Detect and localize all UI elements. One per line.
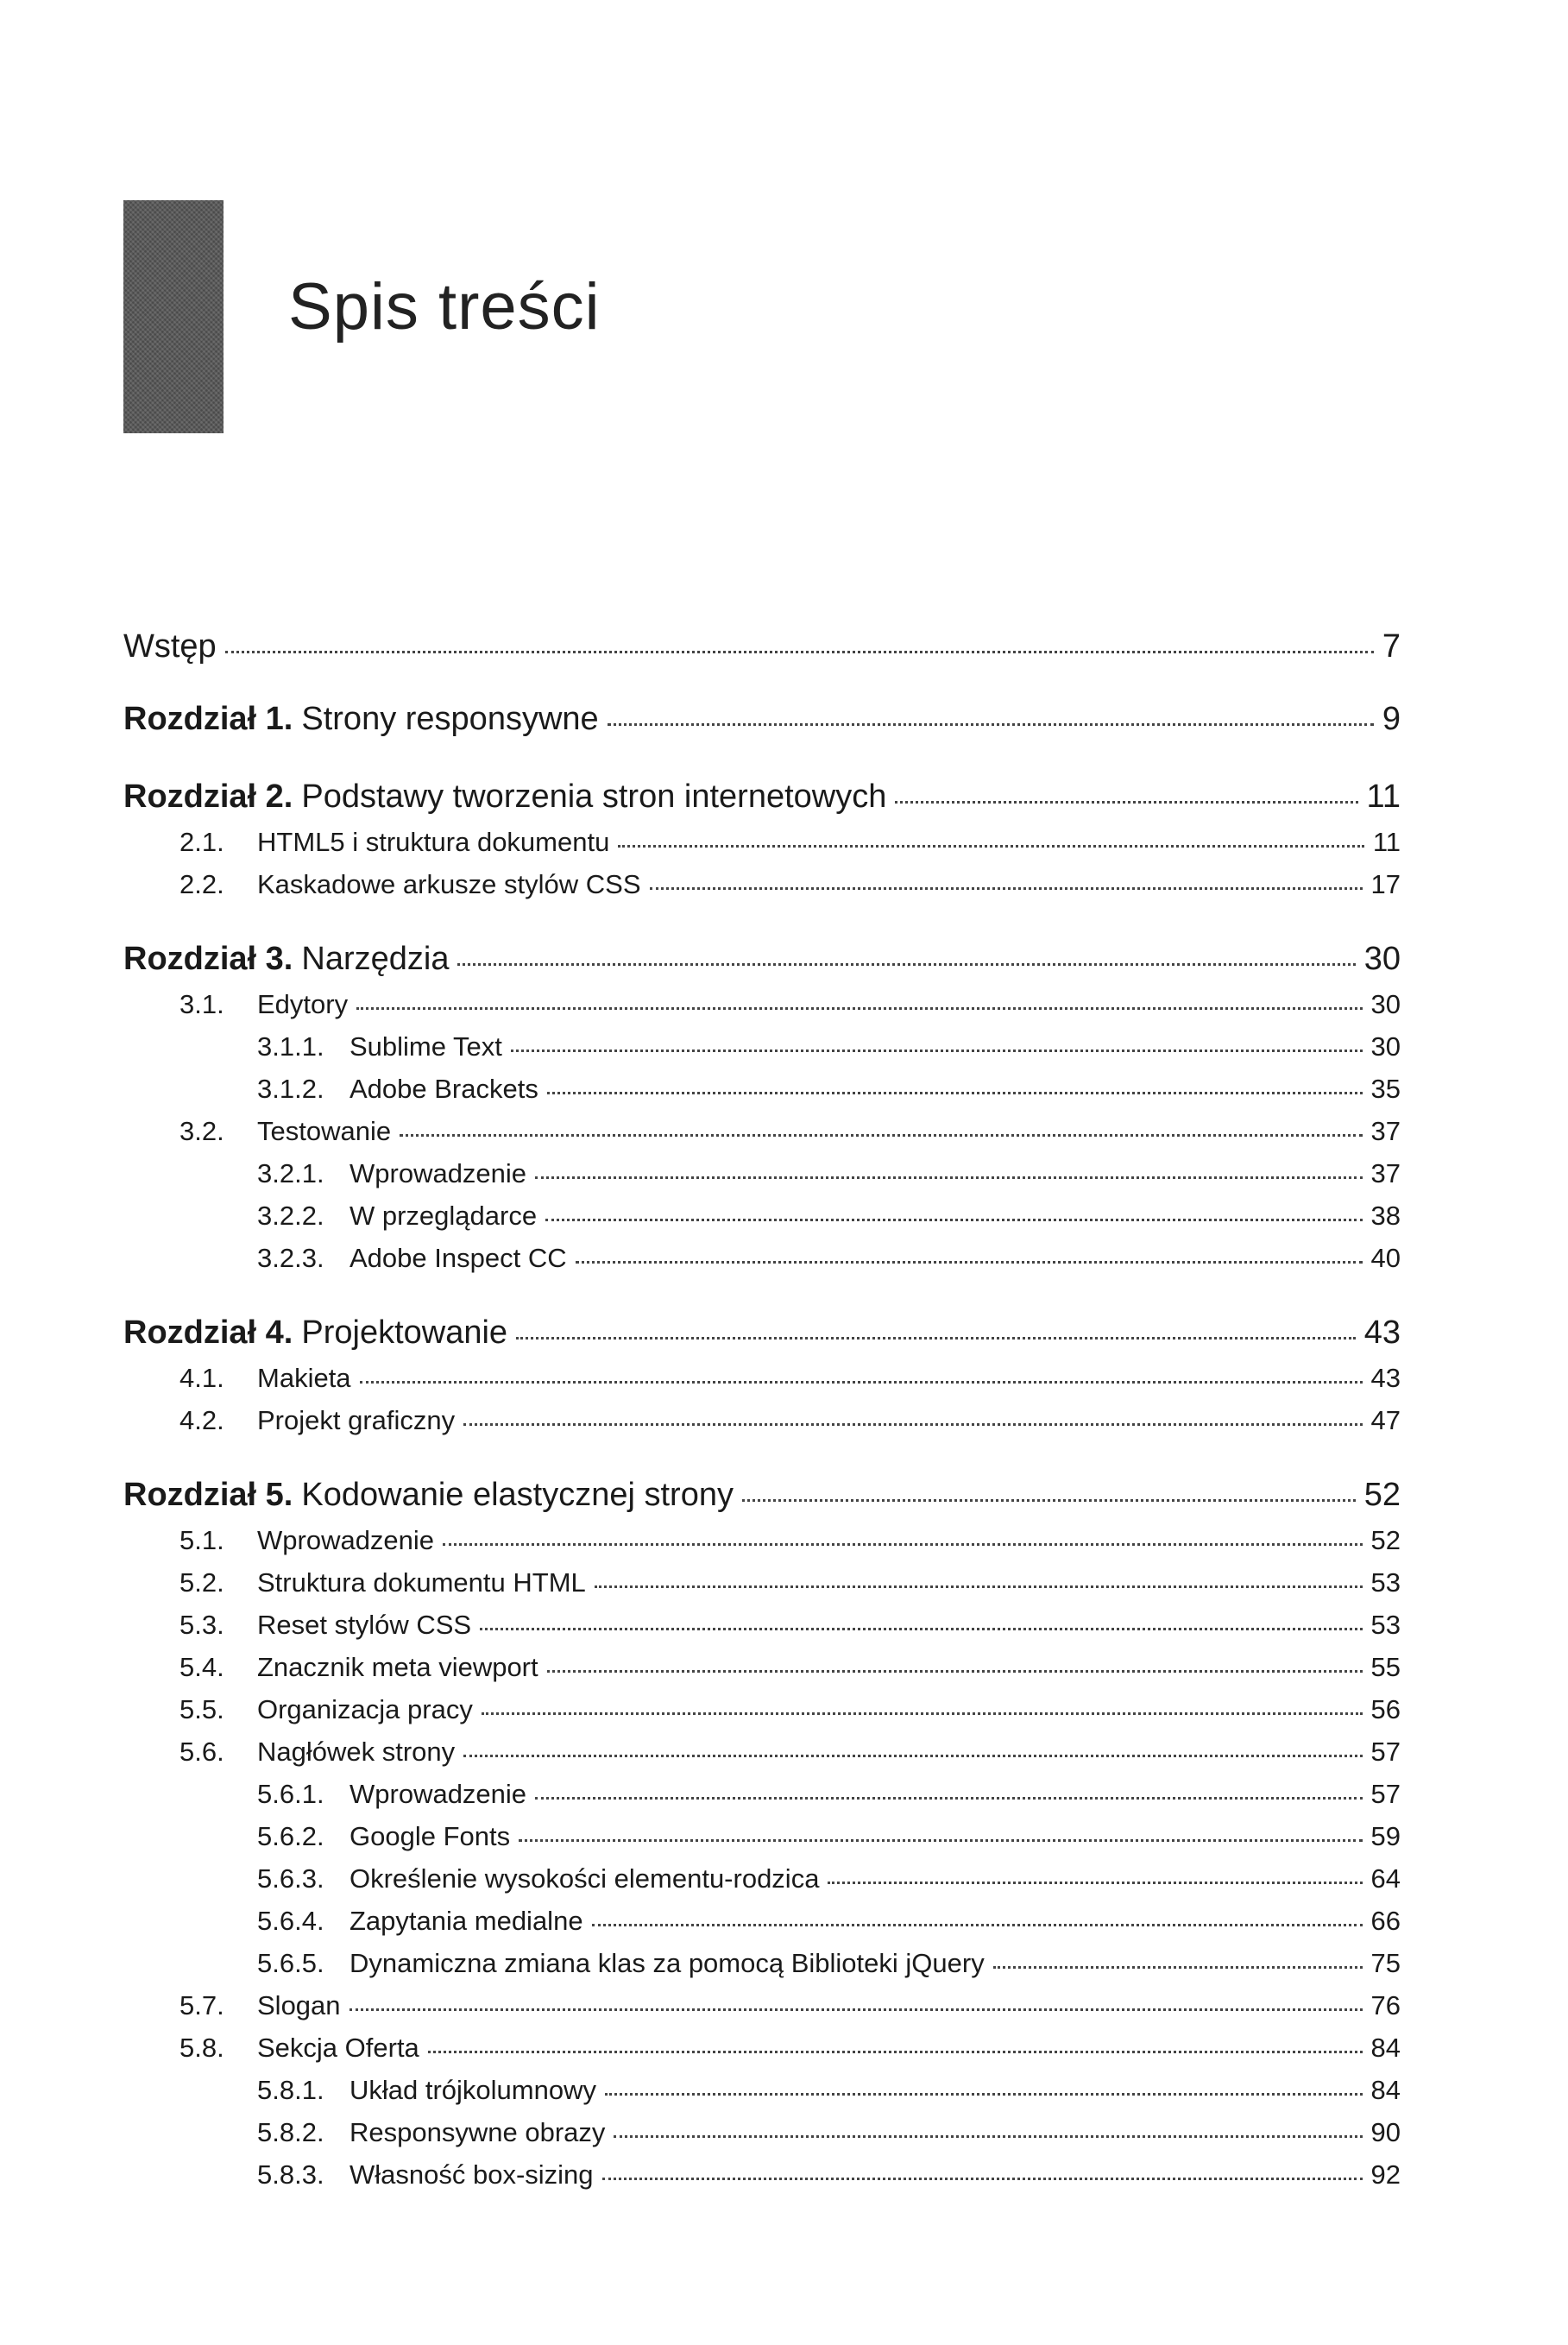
sec-number: 3.1. — [179, 989, 224, 1019]
toc-sec-text — [179, 827, 609, 858]
sub-page-number: 40 — [1370, 1243, 1401, 1273]
toc-intro-title: Wstęp — [123, 628, 217, 665]
sub-page-number: 38 — [1370, 1201, 1401, 1231]
sec-title: Makieta — [257, 1363, 351, 1393]
dot-leader — [650, 887, 1363, 890]
toc-sub-text — [257, 1158, 526, 1189]
dot-leader — [457, 963, 1355, 966]
chapter-title: Kodowanie elastycznej strony — [301, 1477, 734, 1513]
toc-sub-entry[interactable] — [123, 1074, 1401, 1116]
sub-page-number: 64 — [1370, 1863, 1401, 1894]
sec-page-number: 56 — [1370, 1694, 1401, 1724]
sub-title: Wprowadzenie — [349, 1158, 527, 1188]
chapter-page-number: 11 — [1366, 779, 1401, 815]
chapter-label: Rozdział 1. — [123, 701, 293, 737]
chapter-title: Strony responsywne — [301, 701, 599, 737]
toc-chapter-text — [123, 779, 886, 816]
sec-number: 5.3. — [179, 1610, 224, 1640]
sec-page-number: 57 — [1370, 1737, 1401, 1767]
sub-page-number: 84 — [1370, 2075, 1401, 2105]
sub-number: 5.8.1. — [257, 2075, 324, 2105]
chapter-spacer — [123, 749, 1401, 779]
sec-number: 5.4. — [179, 1652, 224, 1682]
sec-title: Kaskadowe arkusze stylów CSS — [257, 869, 641, 899]
toc-sub-entry[interactable] — [123, 1779, 1401, 1821]
sec-page-number: 55 — [1370, 1652, 1401, 1682]
toc-chapter-text — [123, 701, 599, 738]
toc-sec-entry[interactable] — [123, 1737, 1401, 1779]
sub-title: Układ trójkolumnowy — [349, 2075, 596, 2105]
toc-sub-text — [257, 1074, 538, 1105]
toc-sec-text — [179, 869, 641, 900]
chapter-page-number: 43 — [1363, 1314, 1401, 1351]
sec-number: 2.1. — [179, 827, 224, 857]
toc-sec-entry[interactable] — [123, 1525, 1401, 1567]
sec-title: Nagłówek strony — [257, 1737, 456, 1767]
dot-leader — [602, 2178, 1363, 2180]
toc-sub-entry[interactable] — [123, 1201, 1401, 1243]
toc-sub-entry[interactable] — [123, 1948, 1401, 1990]
sec-title: Projekt graficzny — [257, 1405, 456, 1435]
dot-leader — [356, 1007, 1362, 1010]
toc-sec-text — [179, 1737, 455, 1768]
toc-sec-text — [179, 1116, 391, 1147]
chapter-label: Rozdział 3. — [123, 941, 293, 977]
sec-page-number: 84 — [1370, 2033, 1401, 2063]
sec-title: Reset stylów CSS — [257, 1610, 472, 1640]
sec-page-number: 30 — [1370, 989, 1401, 1019]
toc-sec-text — [179, 1990, 341, 2021]
dot-leader — [742, 1499, 1356, 1502]
sec-title: HTML5 i struktura dokumentu — [257, 827, 610, 857]
toc-sec-entry[interactable] — [123, 1405, 1401, 1447]
dot-leader — [547, 1670, 1363, 1673]
toc-sub-text — [257, 1821, 510, 1852]
toc-sub-entry[interactable] — [123, 1821, 1401, 1863]
sub-number: 5.6.4. — [257, 1906, 324, 1936]
dot-leader — [993, 1966, 1363, 1969]
sub-number: 5.6.1. — [257, 1779, 324, 1809]
sub-number: 5.8.2. — [257, 2117, 324, 2147]
toc-sub-text — [257, 1031, 502, 1062]
dot-leader — [605, 2093, 1363, 2096]
sec-number: 5.7. — [179, 1990, 224, 2020]
sub-page-number: 57 — [1370, 1779, 1401, 1809]
dot-leader — [463, 1755, 1362, 1757]
dot-leader — [618, 845, 1363, 848]
dot-leader — [480, 1628, 1362, 1630]
toc-sec-entry[interactable] — [123, 827, 1401, 869]
toc-sec-entry[interactable] — [123, 1990, 1401, 2033]
sec-title: Struktura dokumentu HTML — [257, 1567, 586, 1598]
sub-page-number: 35 — [1370, 1074, 1401, 1104]
toc-chapter-entry[interactable] — [123, 1314, 1401, 1363]
chapter-page-number: 52 — [1363, 1477, 1401, 1513]
sec-title: Edytory — [257, 989, 349, 1019]
sub-number: 3.2.2. — [257, 1201, 324, 1231]
toc-sec-text — [179, 1652, 538, 1683]
toc-chapter-entry[interactable] — [123, 779, 1401, 827]
sub-title: Własność box-sizing — [349, 2159, 594, 2190]
toc-sub-text — [257, 1863, 819, 1894]
toc-sec-entry[interactable] — [123, 2033, 1401, 2075]
toc-chapter-text — [123, 1477, 734, 1514]
toc-sub-entry[interactable] — [123, 1243, 1401, 1285]
sec-page-number: 17 — [1370, 869, 1401, 899]
sub-title: Google Fonts — [349, 1821, 511, 1851]
sub-number: 3.2.3. — [257, 1243, 324, 1273]
toc-sec-entry[interactable] — [123, 1567, 1401, 1610]
sec-page-number: 11 — [1372, 827, 1401, 857]
dot-leader — [360, 1381, 1363, 1384]
toc-sec-text — [179, 1567, 586, 1598]
sub-number: 3.1.1. — [257, 1031, 324, 1062]
toc-sec-text — [179, 2033, 419, 2064]
toc-sec-text — [179, 1694, 473, 1725]
sub-number: 5.8.3. — [257, 2159, 324, 2190]
sec-title: Organizacja pracy — [257, 1694, 473, 1724]
dot-leader — [614, 2135, 1362, 2138]
dot-leader — [828, 1882, 1362, 1884]
sec-number: 3.2. — [179, 1116, 224, 1146]
chapter-label: Rozdział 2. — [123, 779, 293, 815]
toc-chapter-entry[interactable] — [123, 1477, 1401, 1525]
toc-sec-entry[interactable] — [123, 1694, 1401, 1737]
toc-sec-entry[interactable] — [123, 869, 1401, 911]
dot-leader — [576, 1261, 1363, 1264]
sub-page-number: 66 — [1370, 1906, 1401, 1936]
toc-sub-text — [257, 1948, 985, 1979]
toc-sec-entry[interactable] — [123, 1652, 1401, 1694]
dot-leader — [595, 1585, 1363, 1588]
toc-sec-entry[interactable] — [123, 1610, 1401, 1652]
chapter-label: Rozdział 5. — [123, 1477, 293, 1513]
sub-title: Zapytania medialne — [349, 1906, 583, 1936]
sec-title: Sekcja Oferta — [257, 2033, 419, 2063]
toc-sec-text — [179, 1525, 434, 1556]
dot-leader — [535, 1176, 1362, 1179]
chapter-title: Projektowanie — [301, 1314, 508, 1351]
sec-number: 5.5. — [179, 1694, 224, 1724]
chapter-page-number: 30 — [1363, 941, 1401, 977]
sub-title: Sublime Text — [349, 1031, 502, 1062]
chapter-page-number: 9 — [1382, 701, 1401, 737]
toc-sub-text — [257, 1906, 583, 1937]
sec-title: Wprowadzenie — [257, 1525, 435, 1555]
sub-title: Wprowadzenie — [349, 1779, 527, 1809]
sec-page-number: 53 — [1370, 1610, 1401, 1640]
dot-leader — [535, 1797, 1362, 1800]
chapter-spacer — [123, 911, 1401, 941]
toc-sub-text — [257, 2117, 605, 2148]
dot-leader — [511, 1050, 1363, 1052]
sub-title: Responsywne obrazy — [349, 2117, 606, 2147]
sec-page-number: 53 — [1370, 1567, 1401, 1598]
dot-leader — [443, 1543, 1362, 1546]
toc-sub-entry[interactable] — [123, 2117, 1401, 2159]
sec-number: 5.6. — [179, 1737, 224, 1767]
sec-number: 5.2. — [179, 1567, 224, 1598]
sub-title: Określenie wysokości elementu-rodzica — [349, 1863, 820, 1894]
toc-sec-text — [179, 1610, 471, 1641]
toc-sub-entry[interactable] — [123, 1863, 1401, 1906]
sec-number: 2.2. — [179, 869, 224, 899]
sub-number: 3.1.2. — [257, 1074, 324, 1104]
sec-number: 4.2. — [179, 1405, 224, 1435]
toc-chapter-entry[interactable] — [123, 701, 1401, 749]
sec-number: 4.1. — [179, 1363, 224, 1393]
sub-number: 5.6.5. — [257, 1948, 324, 1978]
toc-sub-text — [257, 1243, 567, 1274]
dot-leader — [482, 1712, 1363, 1715]
toc-intro-entry[interactable] — [123, 628, 1401, 671]
chapter-title: Narzędzia — [301, 941, 450, 977]
sec-number: 5.8. — [179, 2033, 224, 2063]
chapter-title: Podstawy tworzenia stron internetowych — [301, 779, 887, 815]
dot-leader — [519, 1839, 1362, 1842]
toc-sub-entry[interactable] — [123, 2075, 1401, 2117]
sec-page-number: 76 — [1370, 1990, 1401, 2020]
toc-chapter-entry[interactable] — [123, 941, 1401, 989]
toc-sec-text — [179, 1405, 455, 1436]
toc-chapter-text — [123, 1314, 507, 1352]
sub-title: Adobe Brackets — [349, 1074, 538, 1104]
title-decoration-block — [123, 200, 224, 433]
chapter-label: Rozdział 4. — [123, 1314, 293, 1351]
sub-page-number: 90 — [1370, 2117, 1401, 2147]
toc-sub-text — [257, 1201, 537, 1232]
toc-sub-text — [257, 2159, 594, 2191]
toc-sec-entry[interactable] — [123, 1116, 1401, 1158]
dot-leader — [895, 801, 1357, 804]
dot-leader — [225, 651, 1374, 653]
sub-number: 3.2.1. — [257, 1158, 324, 1188]
toc-sub-entry[interactable] — [123, 1031, 1401, 1074]
dot-leader — [400, 1134, 1362, 1137]
sec-page-number: 47 — [1370, 1405, 1401, 1435]
dot-leader — [547, 1092, 1363, 1094]
dot-leader — [545, 1219, 1362, 1221]
dot-leader — [463, 1423, 1362, 1426]
sub-number: 5.6.2. — [257, 1821, 324, 1851]
sec-page-number: 37 — [1370, 1116, 1401, 1146]
sec-title: Testowanie — [257, 1116, 392, 1146]
sub-page-number: 30 — [1370, 1031, 1401, 1062]
toc-sec-entry[interactable] — [123, 989, 1401, 1031]
toc-sub-text — [257, 2075, 596, 2106]
sub-title: W przeglądarce — [349, 1201, 538, 1231]
sec-title: Znacznik meta viewport — [257, 1652, 538, 1682]
page-title: Spis treści — [288, 270, 601, 344]
sub-page-number: 37 — [1370, 1158, 1401, 1188]
toc-sub-entry[interactable] — [123, 1158, 1401, 1201]
toc-chapter-text — [123, 941, 449, 978]
dot-leader — [428, 2051, 1363, 2053]
dot-leader — [592, 1924, 1363, 1926]
sub-number: 5.6.3. — [257, 1863, 324, 1894]
sub-page-number: 92 — [1370, 2159, 1401, 2190]
dot-leader — [349, 2008, 1363, 2011]
sub-page-number: 59 — [1370, 1821, 1401, 1851]
chapter-spacer — [123, 1285, 1401, 1314]
dot-leader — [608, 723, 1374, 726]
toc-sec-text — [179, 1363, 351, 1394]
toc-sub-text — [257, 1779, 526, 1810]
sub-page-number: 75 — [1370, 1948, 1401, 1978]
sec-page-number: 52 — [1370, 1525, 1401, 1555]
chapter-spacer — [123, 1447, 1401, 1477]
table-of-contents — [123, 628, 1401, 2202]
sec-title: Slogan — [257, 1990, 341, 2020]
sub-title: Dynamiczna zmiana klas za pomocą Biblioteki jQuery — [349, 1948, 985, 1978]
toc-sec-entry[interactable] — [123, 1363, 1401, 1405]
dot-leader — [516, 1337, 1356, 1340]
toc-sec-text — [179, 989, 348, 1020]
toc-sub-entry[interactable] — [123, 1906, 1401, 1948]
toc-intro-page: 7 — [1382, 628, 1401, 665]
sec-number: 5.1. — [179, 1525, 224, 1555]
sub-title: Adobe Inspect CC — [349, 1243, 567, 1273]
toc-sub-entry[interactable] — [123, 2159, 1401, 2202]
sec-page-number: 43 — [1370, 1363, 1401, 1393]
